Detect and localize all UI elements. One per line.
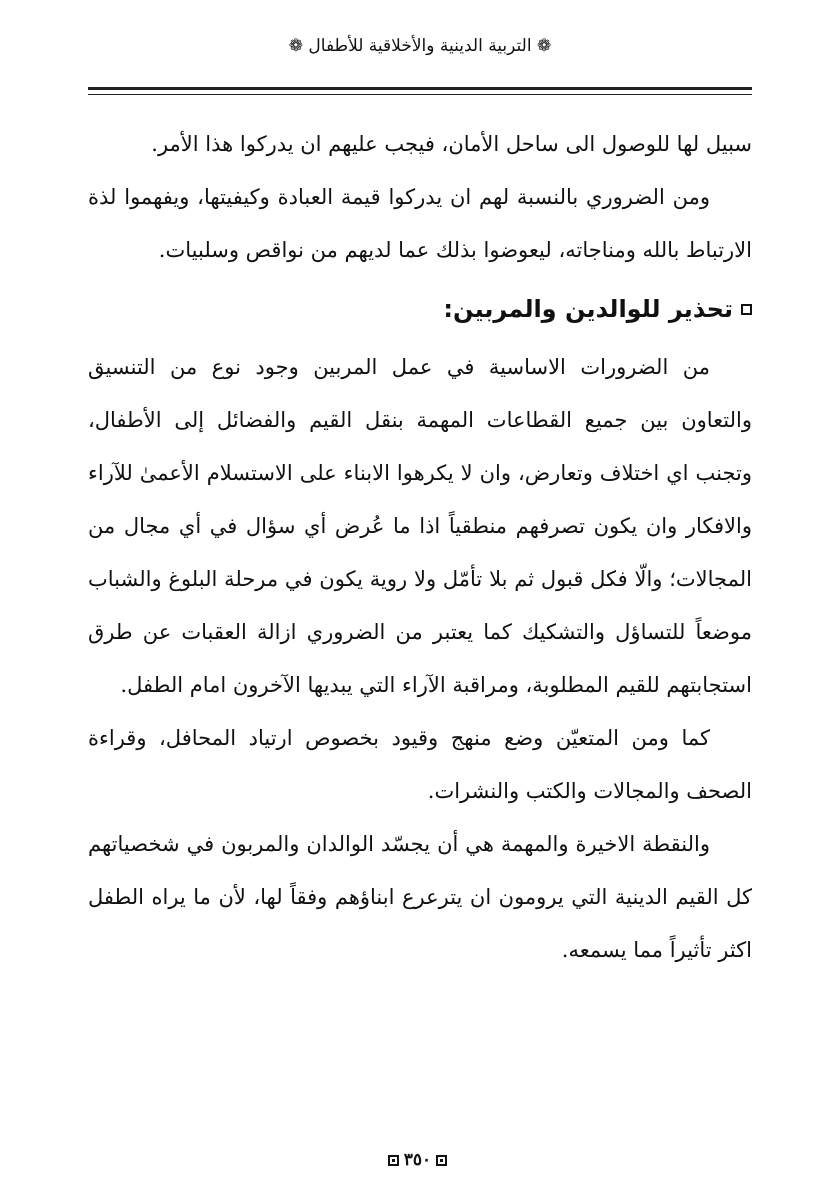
paragraph: من الضرورات الاساسية في عمل المربين وجود نوع من التنسيق والتعاون بين جميع القطاعات المهمة بنقل القيم والفضائل إلى الأطفال، وتجنب اي اختلاف وتعارض، وان لا يكرهوا الابناء على الاستسلام الأعمىٰ للآراء والافكار وان يكون تصرفهم منطقياً اذا ما عُرض أي سؤال في أي مجال من المجالات؛ والّا فكل قبول ثم بلا تأمّل ولا روية يكون في مرحلة البلوغ والشباب موضعاً للتساؤل والتشكيك كما يعتبر من الضروري ازالة العقبات عن طرق استجابتهم للقيم المطلوبة، ومراقبة الآراء التي يبديها الآخرون امام الطفل. (88, 355, 752, 697)
paragraph: ومن الضروري بالنسبة لهم ان يدركوا قيمة العبادة وكيفيتها، ويفهموا لذة الارتباط بالله ومناجاته، ليعوضوا بذلك عما لديهم من نواقص وسلبيات. (88, 185, 752, 262)
square-ornament-icon (436, 1155, 447, 1166)
running-header: ❁ التربية الدينية والأخلاقية للأطفال ❁ (288, 36, 552, 56)
page-footer (0, 1150, 835, 1170)
header-rule-thin (88, 94, 752, 95)
square-ornament-icon (388, 1155, 399, 1166)
body-text (88, 118, 752, 977)
page-number: ٣٥٠ (403, 1150, 432, 1170)
paragraph-continued: سبيل لها للوصول الى ساحل الأمان، فيجب عليهم ان يدركوا هذا الأمر. (151, 132, 752, 156)
paragraph: والنقطة الاخيرة والمهمة هي أن يجسّد الوالدان والمربون في شخصياتهم كل القيم الدينية التي يرومون ان يترعرع ابناؤهم وفقاً لها، لأن ما يراه الطفل اكثر تأثيراً مما يسمعه. (88, 832, 752, 962)
section-heading-text: تحذير للوالدين والمربين: (443, 295, 733, 323)
section-heading (88, 277, 752, 341)
paragraph: كما ومن المتعيّن وضع منهج وقيود بخصوص ارتياد المحافل، وقراءة الصحف والمجالات والكتب والنشرات. (88, 726, 752, 803)
header-rule-thick (88, 87, 752, 90)
square-bullet-icon (741, 304, 752, 315)
